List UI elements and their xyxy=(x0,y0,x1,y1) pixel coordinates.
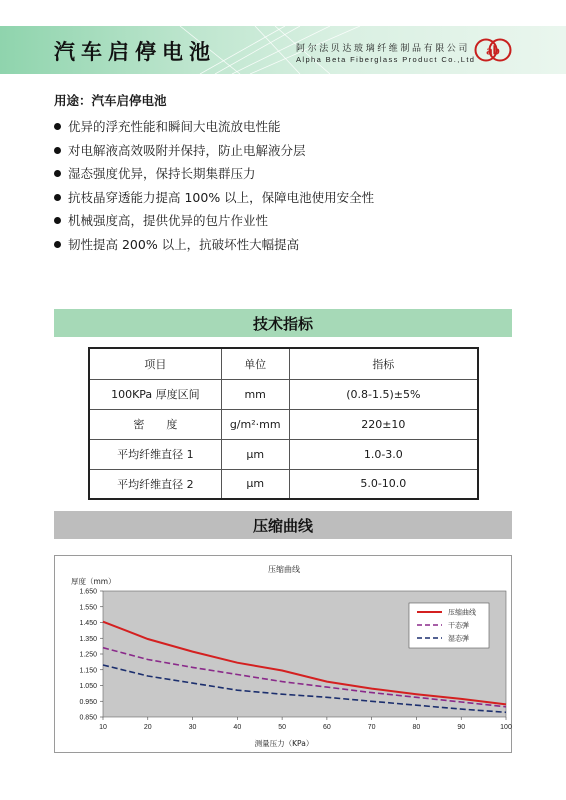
compression-chart xyxy=(54,555,512,753)
feature-list xyxy=(54,115,524,256)
table-cell: mm xyxy=(221,379,289,409)
bullet-icon xyxy=(54,241,61,248)
x-tick-label: 70 xyxy=(367,724,376,731)
y-axis-label: 厚度（mm） xyxy=(71,577,116,586)
table-row xyxy=(89,409,478,439)
company-logo xyxy=(474,38,512,62)
y-tick-label: 1.450 xyxy=(79,620,97,627)
column-header: 项目 xyxy=(89,348,221,379)
table-cell: μm xyxy=(221,439,289,469)
table-cell: (0.8-1.5)±5% xyxy=(289,379,478,409)
column-header: 指标 xyxy=(289,348,478,379)
bullet-icon xyxy=(54,170,61,177)
table-cell: 密 度 xyxy=(89,409,221,439)
y-tick-label: 0.850 xyxy=(79,714,97,722)
table-cell: 100KPa 厚度区间 xyxy=(89,379,221,409)
list-item: 湿态强度优异，保持长期集群压力 xyxy=(54,162,524,186)
bullet-icon xyxy=(54,147,61,154)
spec-table xyxy=(88,347,479,500)
y-tick-label: 1.050 xyxy=(79,683,97,690)
table-row xyxy=(89,469,478,499)
x-tick-label: 80 xyxy=(412,724,421,731)
table-cell: 220±10 xyxy=(289,409,478,439)
column-header: 单位 xyxy=(221,348,289,379)
bullet-icon xyxy=(54,123,61,130)
list-item: 抗枝晶穿透能力提高 100% 以上，保障电池使用安全性 xyxy=(54,186,524,210)
y-tick-label: 1.350 xyxy=(79,635,97,643)
x-tick-label: 20 xyxy=(143,724,152,731)
list-item: 韧性提高 200% 以上，抗破坏性大幅提高 xyxy=(54,233,524,257)
y-tick-label: 1.150 xyxy=(79,667,97,675)
x-tick-label: 50 xyxy=(278,724,287,731)
page-title: 汽车启停电池 xyxy=(54,40,216,64)
header-banner xyxy=(0,26,566,74)
company-name-cn: 阿尔法贝达玻璃纤维制品有限公司 xyxy=(296,44,471,54)
table-cell: 5.0-10.0 xyxy=(289,469,478,499)
table-row xyxy=(89,379,478,409)
table-header-row xyxy=(89,348,478,379)
x-tick-label: 30 xyxy=(188,724,197,731)
chart-title: 压缩曲线 xyxy=(268,565,300,574)
y-tick-label: 0.950 xyxy=(79,698,97,706)
x-tick-label: 90 xyxy=(457,724,466,731)
table-cell: 平均纤维直径 2 xyxy=(89,469,221,499)
usage-title: 用途：汽车启停电池 xyxy=(54,93,167,108)
y-tick-label: 1.550 xyxy=(79,604,97,612)
x-tick-label: 10 xyxy=(99,724,107,731)
list-item: 机械强度高，提供优异的包片作业性 xyxy=(54,209,524,233)
legend-label: 湿态弹 xyxy=(448,634,469,643)
list-item: 优异的浮充性能和瞬间大电流放电性能 xyxy=(54,115,524,139)
y-tick-label: 1.650 xyxy=(79,588,97,596)
usage-section xyxy=(54,91,524,256)
legend-label: 干态弹 xyxy=(448,621,469,630)
table-cell: μm xyxy=(221,469,289,499)
compression-section-title: 压缩曲线 xyxy=(54,511,512,539)
table-cell: 平均纤维直径 1 xyxy=(89,439,221,469)
spec-section-title: 技术指标 xyxy=(54,309,512,337)
logo-text: ab xyxy=(486,42,500,58)
bullet-icon xyxy=(54,194,61,201)
table-cell: 1.0-3.0 xyxy=(289,439,478,469)
bullet-icon xyxy=(54,217,61,224)
x-tick-label: 100 xyxy=(500,724,512,731)
y-tick-label: 1.250 xyxy=(79,651,97,659)
x-tick-label: 60 xyxy=(322,724,331,731)
x-tick-label: 40 xyxy=(233,724,242,731)
x-axis-label: 测量压力（KPa） xyxy=(254,739,314,748)
legend-label: 压缩曲线 xyxy=(448,608,476,617)
list-item: 对电解液高效吸附并保持，防止电解液分层 xyxy=(54,139,524,163)
table-cell: g/m²·mm xyxy=(221,409,289,439)
chart-canvas xyxy=(55,556,513,754)
table-row xyxy=(89,439,478,469)
company-name-en: Alpha Beta Fiberglass Product Co.,Ltd xyxy=(296,55,476,64)
